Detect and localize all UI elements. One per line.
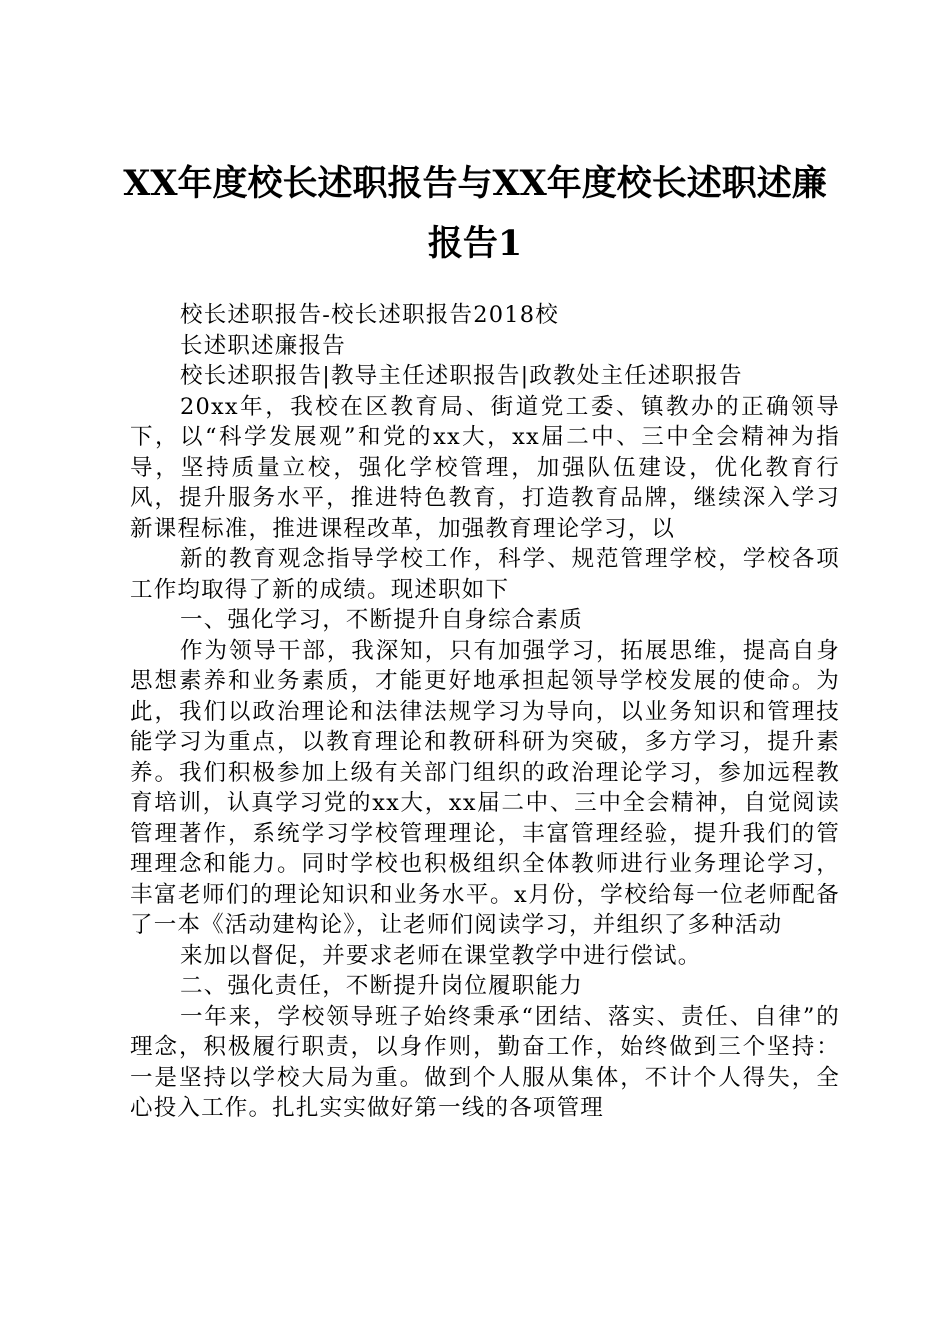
document-title-line-2: 报告1	[427, 223, 523, 264]
paragraph: 新的教育观念指导学校工作，科学、规范管理学校，学校各项工作均取得了新的成绩。现述职如下	[130, 546, 840, 603]
paragraph: 长述职述廉报告	[180, 332, 346, 359]
paragraph: 来加以督促，并要求老师在课堂教学中进行偿试。	[180, 942, 702, 969]
paragraph: 一年来，学校领导班子始终秉承“团结、落实、责任、自律”的理念，积极履行职责，以身作则，勤奋工作，始终做到三个坚持：一是坚持以学校大局为重。做到个人服从集体，不计个人得失，全心投入工作。扎扎实实做好第一线的各项管理	[130, 1003, 840, 1121]
paragraph: 校长述职报告-校长述职报告2018校	[180, 302, 559, 328]
paragraph: 20xx年，我校在区教育局、街道党工委、镇教办的正确领导下，以“科学发展观”和党的xx大，xx届二中、三中全会精神为指导，坚持质量立校，强化学校管理，加强队伍建设，优化教育行风，提升服务水平，推进特色教育，打造教育品牌，继续深入学习新课程标准，推进课程改革，加强教育理论学习，以	[130, 393, 840, 542]
document-body	[130, 300, 840, 1124]
section-heading: 一、强化学习，不断提升自身综合素质	[180, 607, 583, 633]
paragraph: 校长述职报告|教导主任述职报告|政教处主任述职报告	[180, 363, 743, 389]
section-heading: 二、强化责任，不断提升岗位履职能力	[180, 973, 583, 999]
document-title-line-1: XX年度校长述职报告与XX年度校长述职述廉	[123, 163, 827, 204]
paragraph: 作为领导干部，我深知，只有加强学习，拓展思维，提高自身思想素养和业务素质，才能更好地承担起领导学校发展的使命。为此，我们以政治理论和法律法规学习为导向，以业务知识和管理技能学习为重点，以教育理论和教研科研为突破，多方学习，提升素养。我们积极参加上级有关部门组织的政治理论学习，参加远程教育培训，认真学习党的xx大，xx届二中、三中全会精神，自觉阅读管理著作，系统学习学校管理理论，丰富管理经验，提升我们的管理理念和能力。同时学校也积极组织全体教师进行业务理论学习，丰富老师们的理论知识和业务水平。x月份，学校给每一位老师配备了一本《活动建构论》，让老师们阅读学习，并组织了多种活动	[130, 637, 840, 938]
